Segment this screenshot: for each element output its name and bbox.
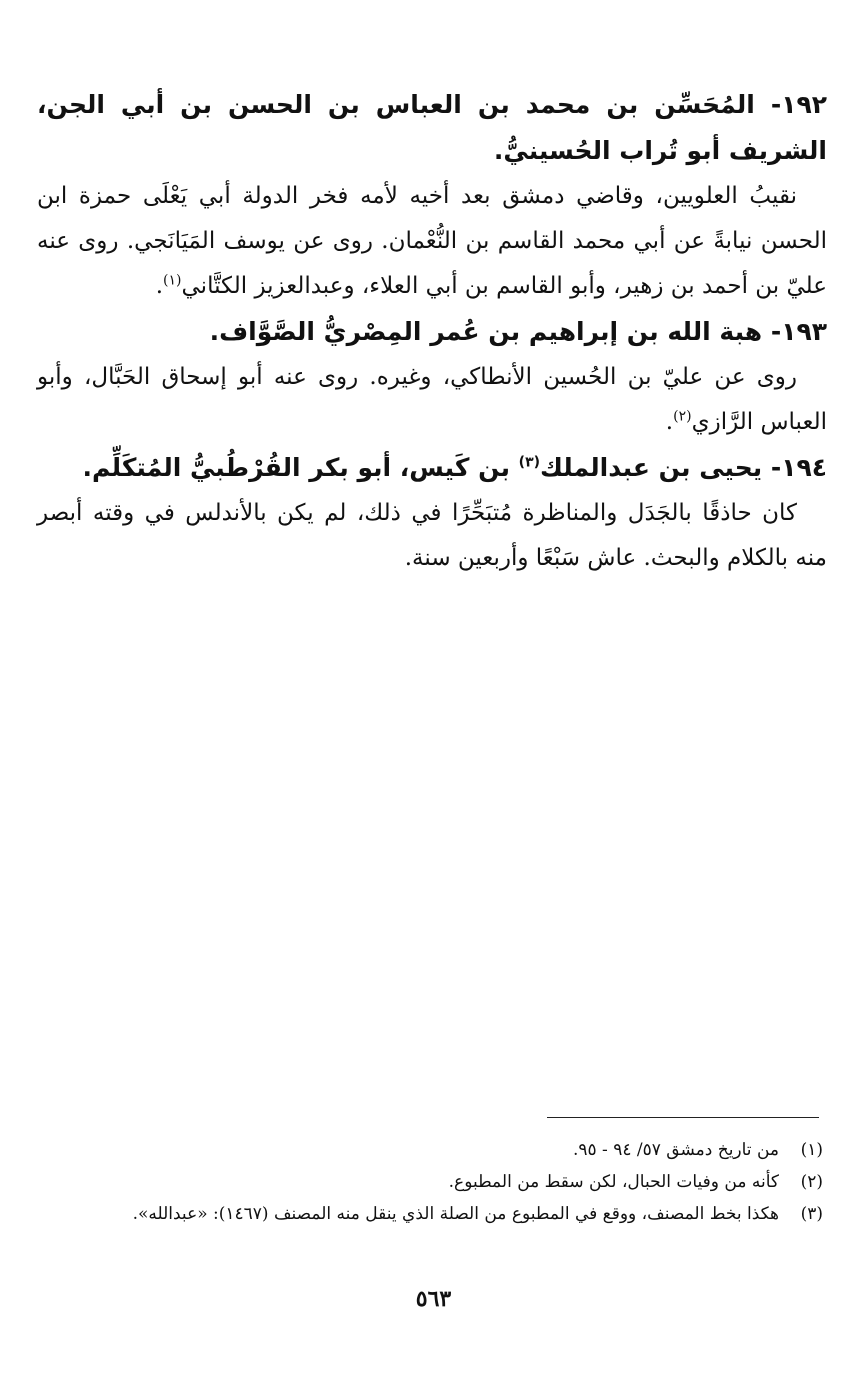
entry-193-body-text: روى عن عليّ بن الحُسين الأنطاكي، وغيره. روى عنه أبو إسحاق الحَبَّال، وأبو العباس الرَّازي: [37, 364, 827, 435]
entry-194-body: كان حاذقًا بالجَدَل والمناظرة مُتبَحِّرًا في ذلك، لم يكن بالأندلس في وقته أبصر منه بالكلام والبحث. عاش سَبْعًا وأربعين سنة.: [37, 500, 827, 571]
entry-193-body-end: .: [665, 409, 674, 435]
footnote-ref-2[interactable]: (٢): [673, 408, 692, 425]
footnote-number: (٣): [800, 1204, 823, 1224]
entry-193-title: ١٩٣- هبة الله بن إبراهيم بن عُمر المِصْريُّ الصَّوَّاف.: [209, 317, 827, 346]
entry-192-body: [37, 174, 827, 309]
footnote-text: هكذا بخط المصنف، ووقع في المطبوع من الصلة الذي ينقل منه المصنف (١٤٦٧): «عبدالله».: [132, 1204, 779, 1224]
footnote-1: [33, 1134, 823, 1166]
entry-193-body: [37, 355, 827, 445]
entry-192-body-text: نقيبُ العلويين، وقاضي دمشق بعد أخيه لأمه فخر الدولة أبي يَعْلَى حمزة ابن الحسن نيابةً عن أبي محمد القاسم بن النُّعْمان. روى عن يوسف المَيَانَجي. روى عنه عليّ بن أحمد بن زهير، وأبو القاسم بن أبي العلاء، وعبدالعزيز الكتَّاني: [37, 183, 827, 299]
footnote-divider: [547, 1117, 819, 1118]
entry-192-title: ١٩٢- المُحَسِّن بن محمد بن العباس بن الحسن بن أبي الجن، الشريف أبو تُراب الحُسينيُّ.: [37, 90, 827, 165]
entry-194-title-start: ١٩٤- يحيى بن عبدالملك: [540, 453, 827, 482]
footnote-ref-3[interactable]: (٣): [518, 454, 541, 471]
footnote-text: من تاريخ دمشق ٥٧/ ٩٤ - ٩٥.: [572, 1140, 779, 1160]
entry-192-body-end: .: [155, 273, 164, 299]
entry-194-title-end: بن كَيس، أبو بكر القُرْطُبيُّ المُتكَلِّم.: [82, 453, 519, 482]
footnote-text: كأنه من وفيات الحبال، لكن سقط من المطبوع.: [448, 1172, 779, 1192]
footnotes-list: [33, 1134, 823, 1230]
entry-194-title: [37, 445, 827, 491]
page-number: ٥٦٣: [415, 1286, 452, 1312]
footnote-2: [33, 1166, 823, 1198]
main-text: [37, 82, 827, 581]
footnote-ref-1[interactable]: (١): [163, 272, 182, 289]
footnote-number: (٢): [800, 1172, 823, 1192]
footnote-number: (١): [800, 1140, 823, 1160]
footnote-3: [33, 1198, 823, 1230]
